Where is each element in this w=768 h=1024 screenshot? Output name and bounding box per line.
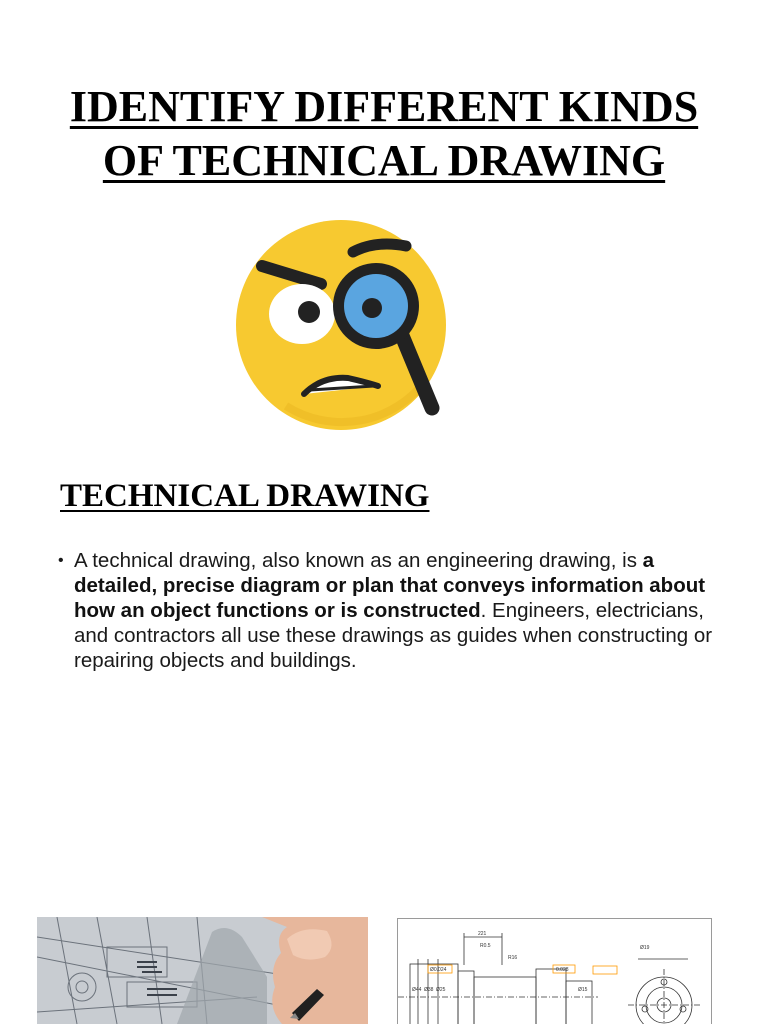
drawing-label: 0.028 (556, 967, 569, 973)
hand-drawing-on-blueprint-photo (37, 917, 368, 1024)
slide-title-line-1: IDENTIFY DIFFERENT KINDS (69, 82, 699, 131)
drawing-label: Ø0.024 (430, 967, 447, 973)
drawing-label: 221 (478, 931, 487, 937)
drawing-label: R0.5 (480, 943, 491, 949)
mechanical-part-engineering-drawing (397, 918, 712, 1024)
thinking-face-with-magnifier-icon (226, 210, 456, 440)
drawing-label: Ø15 (578, 987, 588, 993)
drawing-label: Ø44 (412, 987, 422, 993)
bullet-text-part-2: . Engineers, electricians, and contractors all use these drawings as guides when constructing or repairing objects and buildings. (74, 599, 713, 672)
drawing-label: R16 (508, 955, 518, 961)
bullet-text-part-1: A technical drawing, also known as an engineering drawing, is (74, 549, 643, 572)
slide-title (0, 80, 768, 188)
bullet-list (58, 548, 728, 673)
bullet-item (58, 548, 728, 673)
drawing-label: Ø25 (436, 987, 446, 993)
slide-title-line-2: OF TECHNICAL DRAWING (102, 136, 666, 185)
drawing-label: Ø38 (424, 987, 434, 993)
drawing-label: Ø19 (640, 945, 650, 951)
bullet-text-bold: a detailed, precise diagram or plan that conveys information about how an object functions or is constructed (74, 549, 706, 622)
section-heading: TECHNICAL DRAWING (60, 478, 430, 514)
